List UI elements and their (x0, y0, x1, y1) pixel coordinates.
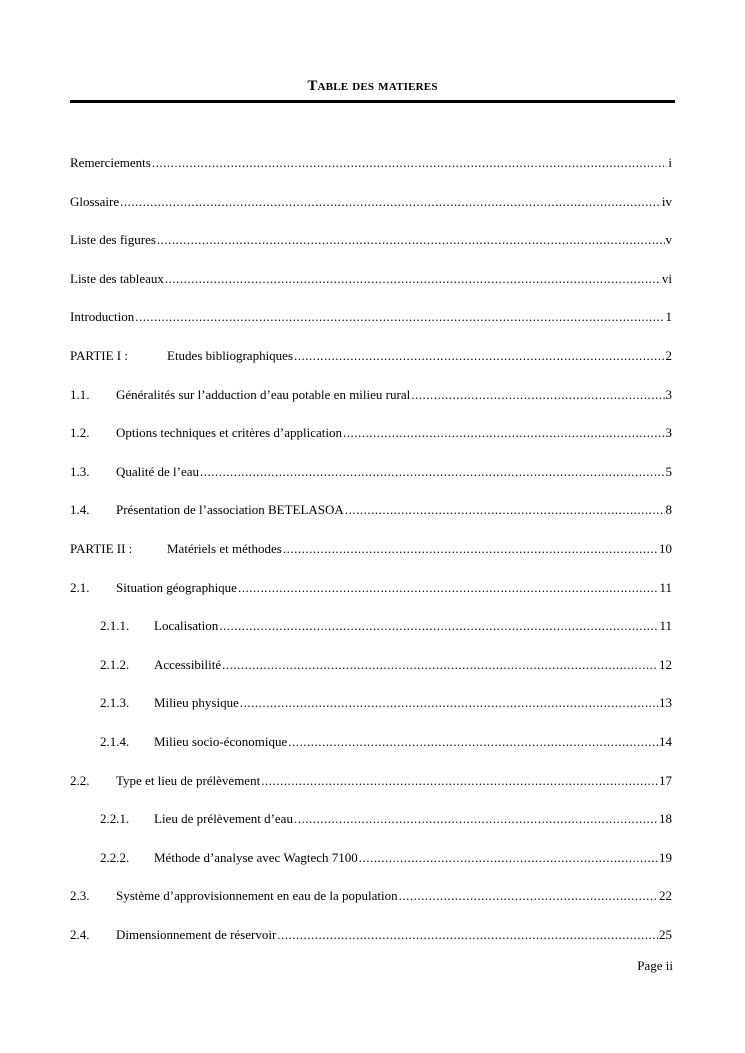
toc-entry-page: 22 (659, 888, 672, 904)
toc-entry-page: 11 (659, 579, 672, 595)
toc-entry-label: Milieu physique (154, 695, 239, 711)
toc-entry-page: 2 (665, 347, 672, 363)
toc-entry-page: i (668, 155, 672, 170)
toc-entry-page: 3 (665, 386, 672, 402)
toc-entry-number: PARTIE I : (70, 347, 128, 363)
toc-entry-number: 1.3. (70, 463, 90, 479)
dot-leader (120, 194, 661, 210)
dot-leader (411, 387, 664, 403)
toc-entry[interactable] (70, 232, 672, 271)
toc-entry-number: 2.2.2. (100, 849, 130, 865)
toc-entry-number: 2.1.2. (100, 656, 130, 672)
toc-entry-page: v (665, 232, 672, 248)
dot-leader (200, 464, 664, 480)
toc-entry-label: Méthode d’analyse avec Wagtech 7100 (154, 849, 358, 865)
toc-entry-label: Liste des figures (70, 232, 156, 248)
toc-entry-number: 2.4. (70, 926, 90, 942)
toc-entry-number: 2.1.3. (100, 695, 130, 711)
toc-entry-label: Type et lieu de prélèvement (116, 772, 261, 788)
toc-entry-number: 2.2. (70, 772, 90, 788)
toc-entry-label: Glossaire (70, 193, 120, 209)
toc-entry-label: Introduction (70, 309, 135, 325)
toc-entry-number: 2.1.1. (100, 618, 130, 634)
toc-entry-page: 5 (665, 463, 672, 479)
toc-entry-page: 25 (659, 926, 672, 942)
toc-entry-label: Matériels et méthodes (167, 540, 282, 556)
toc-entry-number: 1.2. (70, 425, 90, 441)
toc-entry-label: Lieu de prélèvement d’eau (154, 811, 293, 827)
toc-entry[interactable] (70, 348, 672, 387)
toc-entry-page: 17 (659, 772, 672, 788)
toc-entry-label: Options techniques et critères d’application (116, 425, 342, 441)
toc-entry-page: iv (661, 193, 672, 209)
toc-entry-number: 2.2.1. (100, 811, 130, 827)
toc-entry-label: Généralités sur l’adduction d’eau potable en milieu rural (116, 386, 411, 402)
toc-entry[interactable] (70, 464, 672, 503)
toc-entry-page: 10 (659, 540, 672, 556)
toc-entry-page: 3 (665, 425, 672, 441)
dot-leader (399, 888, 658, 904)
dot-leader (283, 541, 658, 557)
toc-entry-label: Situation géographique (116, 579, 237, 595)
title-underline (70, 100, 675, 103)
toc-entry-label: Remerciements (70, 155, 151, 170)
dot-leader (222, 657, 658, 673)
dot-leader (277, 927, 658, 943)
dot-leader (359, 850, 658, 866)
toc-entry-number: PARTIE II : (70, 540, 133, 556)
toc-entry[interactable] (70, 155, 672, 194)
dot-leader (240, 695, 658, 711)
toc-entry[interactable] (70, 502, 672, 541)
toc-entry-number: 2.3. (70, 888, 90, 904)
toc-entry-label: Milieu socio-économique (154, 733, 288, 749)
dot-leader (261, 773, 658, 789)
dot-leader (152, 155, 668, 171)
toc-entry[interactable] (70, 541, 672, 580)
toc-entry[interactable] (70, 387, 672, 426)
toc-entry-label: Système d’approvisionnement en eau de la population (116, 888, 398, 904)
toc-entry[interactable] (70, 425, 672, 464)
toc-entry-label: Accessibilité (154, 656, 222, 672)
toc-entry[interactable] (70, 695, 672, 734)
toc-entry-page: 12 (659, 656, 672, 672)
page-number: Page ii (637, 958, 673, 973)
toc-entry[interactable] (70, 734, 672, 773)
toc-entry[interactable] (70, 618, 672, 657)
toc-entry-label: Localisation (154, 618, 219, 634)
toc-entry-page: vi (661, 270, 672, 286)
toc-entry-number: 1.4. (70, 502, 90, 518)
toc-entry-label: Liste des tableaux (70, 270, 164, 286)
dot-leader (294, 348, 664, 364)
toc-entry-number: 2.1.4. (100, 733, 130, 749)
toc-entry-label: Qualité de l’eau (116, 463, 200, 479)
toc-entry[interactable] (70, 773, 672, 812)
toc-entry-label: Etudes bibliographiques (167, 347, 294, 363)
toc-entry[interactable] (70, 888, 672, 927)
toc-entry-page: 19 (659, 849, 672, 865)
toc-entry[interactable] (70, 811, 672, 850)
toc-entry[interactable] (70, 850, 672, 889)
dot-leader (238, 580, 659, 596)
page-title: Table des matieres (307, 78, 438, 94)
toc-entry-page: 13 (659, 695, 672, 711)
toc-entry[interactable] (70, 580, 672, 619)
toc-entry-page: 11 (659, 618, 672, 634)
dot-leader (345, 502, 665, 518)
dot-leader (294, 811, 658, 827)
dot-leader (165, 271, 661, 287)
toc-entry[interactable] (70, 194, 672, 233)
table-of-contents (70, 155, 672, 965)
toc-entry-page: 14 (659, 733, 672, 749)
toc-entry-number: 2.1. (70, 579, 90, 595)
dot-leader (343, 425, 665, 441)
toc-entry[interactable] (70, 927, 672, 966)
toc-entry-label: Dimensionnement de réservoir (116, 926, 277, 942)
toc-entry-number: 1.1. (70, 386, 90, 402)
toc-entry-label: Présentation de l’association BETELASOA (116, 502, 344, 518)
toc-entry-page: 1 (665, 309, 672, 325)
toc-entry[interactable] (70, 271, 672, 310)
dot-leader (288, 734, 658, 750)
toc-entry[interactable] (70, 657, 672, 696)
toc-entry-page: 18 (659, 811, 672, 827)
toc-entry-page: 8 (665, 502, 672, 518)
dot-leader (219, 618, 658, 634)
dot-leader (135, 309, 664, 325)
dot-leader (157, 232, 665, 248)
toc-entry[interactable] (70, 309, 672, 348)
